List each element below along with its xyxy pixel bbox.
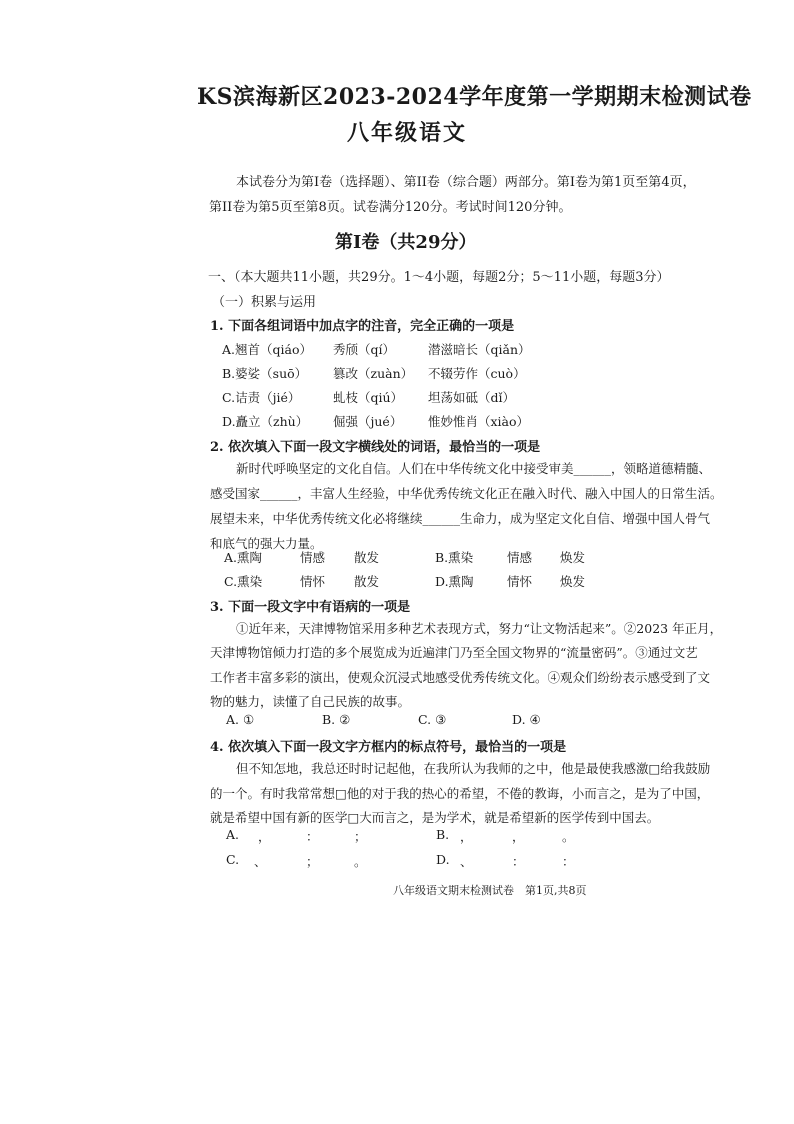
q1-option-cell: 倔强（jué） <box>333 414 403 429</box>
q1-option-cell: D.矗立（zhù） <box>222 414 309 429</box>
q2-option-cell: 情怀 <box>507 574 533 589</box>
q3-option-cell: C. ③ <box>418 712 447 727</box>
q3-option-cell: D. ④ <box>512 712 541 727</box>
q3-option-cell: B. ② <box>322 712 351 727</box>
q4-option-cell: 。 <box>354 854 367 869</box>
q2-passage-line: 新时代呼唤坚定的文化自信。人们在中华传统文化中接受审美______，领略道德精髓、 <box>236 461 712 476</box>
q1-option-cell: A.翘首（qiáo） <box>222 342 312 357</box>
q1-option-cell: C.诘责（jié） <box>222 390 301 405</box>
part-heading: 一、（本大题共11小题，共29分。1～4小题，每题2分；5～11小题，每题3分） <box>208 270 670 285</box>
q2-passage-line: 展望未来，中华优秀传统文化必将继续______生命力，成为坚定文化自信、增强中国人骨气 <box>210 511 711 526</box>
q2-option-cell: 焕发 <box>560 550 586 565</box>
q3-passage-line: 工作者丰富多彩的演出，使观众沉浸式地感受优秀传统文化。④观众们纷纷表示感受到了文 <box>210 670 711 685</box>
q4-option-cell: 。 <box>562 829 575 844</box>
q2-option-cell: 焕发 <box>560 574 586 589</box>
q2-option-cell: 情怀 <box>300 574 326 589</box>
q4-option-cell: ； <box>306 854 319 869</box>
q3-passage-line: ①近年来，天津博物馆采用多种艺术表现方式，努力“让文物活起来”。②2023 年正月， <box>236 621 723 636</box>
q2-option-cell: C.熏染 <box>224 574 263 589</box>
q1-option-cell: 篡改（zuàn） <box>333 366 414 381</box>
q3-passage-line: 物的魅力，读懂了自己民族的故事。 <box>210 694 411 709</box>
q4-option-cell: ： <box>562 854 575 869</box>
page-footer: 八年级语文期末检测试卷 第1页,共8页 <box>393 884 587 897</box>
q2-option-cell: 散发 <box>354 550 380 565</box>
q4-passage-line: 但不知怎地，我总还时时记起他，在我所认为我师的之中，他是最使我感激□给我鼓励 <box>236 761 711 776</box>
q4-option-cell: ： <box>306 829 319 844</box>
section-title: 第Ⅰ卷（共29分） <box>335 232 477 253</box>
q1-option-cell: 潜滋暗长（qiǎn） <box>428 342 531 357</box>
q4-option-cell: D. <box>436 852 450 867</box>
exam-subtitle: 八年级语文 <box>347 120 468 146</box>
q4-option-cell: ， <box>460 829 473 844</box>
q1-option-cell: 惟妙惟肖（xiào） <box>428 414 530 429</box>
q2-option-cell: B.熏染 <box>435 550 474 565</box>
q1-stem: 1. 下面各组词语中加点字的注音，完全正确的一项是 <box>210 319 515 334</box>
intro-line-1: 本试卷分为第Ⅰ卷（选择题）、第II卷（综合题）两部分。第Ⅰ卷为第1页至第4页， <box>236 175 696 190</box>
q4-option-cell: A. <box>226 827 240 842</box>
q4-option-cell: C. <box>226 852 240 867</box>
q2-option-cell: A.熏陶 <box>224 550 263 565</box>
q2-option-cell: 散发 <box>354 574 380 589</box>
q1-option-cell: 秀颀（qí） <box>333 342 395 357</box>
q4-option-cell: 、 <box>254 854 267 869</box>
intro-line-2: 第II卷为第5页至第8页。试卷满分120分。考试时间120分钟。 <box>209 200 572 215</box>
q4-option-cell: ， <box>258 829 271 844</box>
q4-option-cell: ， <box>512 829 525 844</box>
sub-heading: （一）积累与运用 <box>212 295 317 310</box>
q3-stem: 3. 下面一段文字中有语病的一项是 <box>210 600 411 615</box>
exam-title: KS滨海新区2023-2024学年度第一学期期末检测试卷 <box>197 84 752 110</box>
q4-option-cell: ： <box>512 854 525 869</box>
q4-option-cell: 、 <box>460 854 473 869</box>
q1-option-cell: 不辍劳作（cuò） <box>428 366 526 381</box>
q3-passage-line: 天津博物馆倾力打造的多个展览成为近遍津门乃至全国文物界的“流量密码”。③通过文艺 <box>210 645 698 660</box>
q2-option-cell: 情感 <box>300 550 326 565</box>
q2-passage-line: 和底气的强大力量。 <box>210 536 323 551</box>
q2-option-cell: 情感 <box>507 550 533 565</box>
q1-option-cell: B.婆娑（suō） <box>222 366 308 381</box>
q1-option-cell: 坦荡如砥（dǐ） <box>428 390 515 405</box>
q4-stem: 4. 依次填入下面一段文字方框内的标点符号，最恰当的一项是 <box>210 740 567 755</box>
q4-option-cell: B. <box>436 827 450 842</box>
q2-option-cell: D.熏陶 <box>435 574 474 589</box>
q4-passage-line: 的一个。有时我常常想□他的对于我的热心的希望，不倦的教诲，小而言之，是为了中国， <box>210 786 710 801</box>
q4-option-cell: ； <box>354 829 367 844</box>
q2-passage-line: 感受国家______，丰富人生经验，中华优秀传统文化正在融入时代、融入中国人的日常生活。 <box>210 486 723 501</box>
q4-passage-line: 就是希望中国有新的医学□大而言之，是为学术，就是希望新的医学传到中国去。 <box>210 810 660 825</box>
q2-stem: 2. 依次填入下面一段文字横线处的词语，最恰当的一项是 <box>210 440 541 455</box>
q1-option-cell: 虬枝（qiú） <box>333 390 404 405</box>
q3-option-cell: A. ① <box>226 712 255 727</box>
